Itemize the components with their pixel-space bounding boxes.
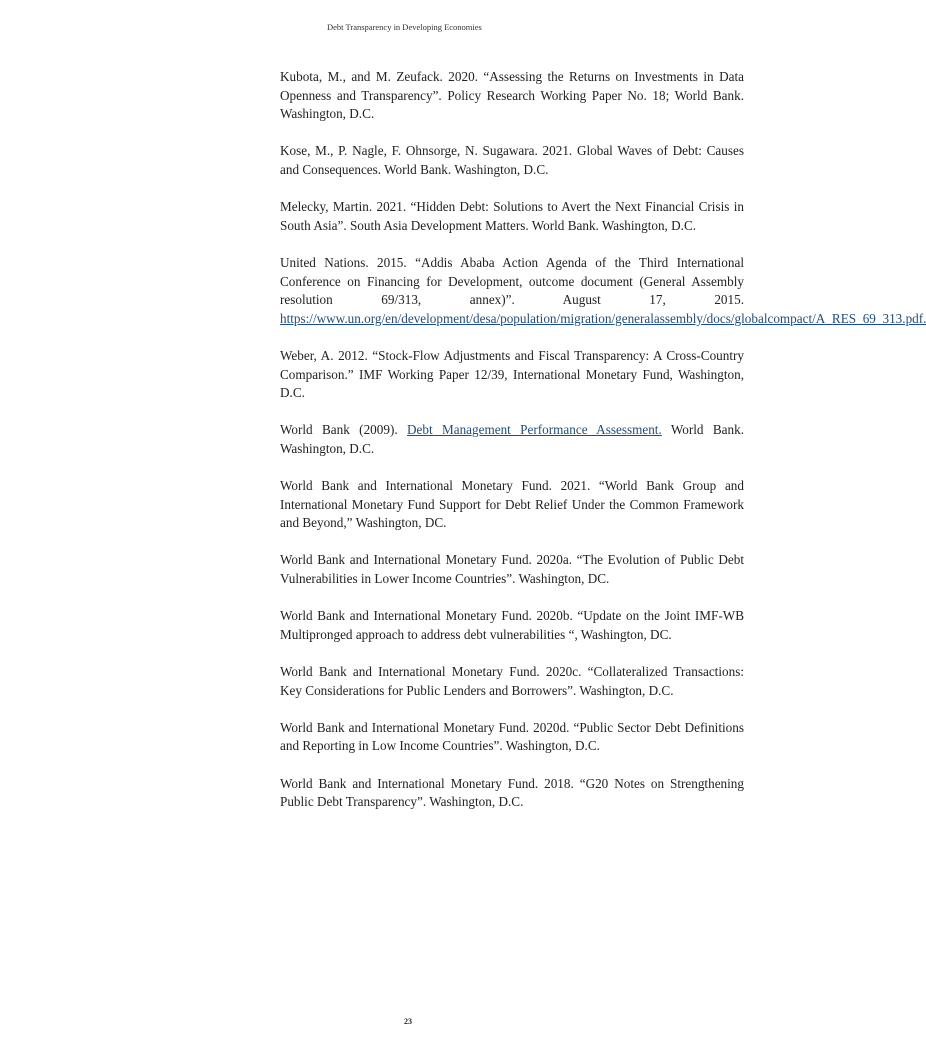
reference-text: Weber, A. 2012. “Stock-Flow Adjustments and Fiscal Transparency: A Cross-Country Comparison.” IMF Working Paper 12/39, International Monetary Fund, Washington, D.C. [280,347,744,401]
reference-text: Melecky, Martin. 2021. “Hidden Debt: Solutions to Avert the Next Financial Crisis in South Asia”. South Asia Development Matters. World Bank. Washington, D.C. [280,199,744,233]
reference-item [280,607,744,644]
reference-item [280,775,744,812]
reference-text: World Bank (2009). [280,422,407,438]
running-header: Debt Transparency in Developing Economies [327,22,482,32]
reference-item [280,142,744,179]
reference-link-un[interactable]: https://www.un.org/en/development/desa/population/migration/generalassembly/docs/globalcompact/A_RES_69_313.pdf. [280,310,926,326]
reference-link-dempa[interactable]: Debt Management Performance Assessment. [407,422,662,438]
reference-item [280,421,744,458]
reference-item [280,68,744,124]
reference-text: World Bank and International Monetary Fund. 2020a. “The Evolution of Public Debt Vulnerabilities in Lower Income Countries”. Washington, DC. [280,552,744,587]
reference-item [280,477,744,533]
reference-text-after: World Bank. Washington, D.C. [280,422,745,456]
reference-item [280,254,926,328]
reference-text: Kose, M., P. Nagle, F. Ohnsorge, N. Sugawara. 2021. Global Waves of Debt: Causes and Consequences. World Bank. Washington, D.C. [280,143,744,177]
reference-text: World Bank and International Monetary Fund. 2021. “World Bank Group and International Monetary Fund Support for Debt Relief Under the Common Framework and Beyond,” Washington, DC. [280,478,744,531]
reference-text: World Bank and International Monetary Fund. 2020b. “Update on the Joint IMF-WB Multipronged approach to address debt vulnerabilities “, Washington, DC. [280,608,744,642]
reference-item [280,551,744,588]
page-number: 23 [404,1017,412,1026]
reference-text: World Bank and International Monetary Fund. 2018. “G20 Notes on Strengthening Public Debt Transparency”. Washington, D.C. [280,775,744,810]
reference-list [280,68,926,830]
reference-item [280,663,744,700]
reference-item [280,719,744,756]
reference-text: Kubota, M., and M. Zeufack. 2020. “Assessing the Returns on Investments in Data Openness and Transparency”. Policy Research Working Paper No. 18; World Bank. Washington, D.C. [280,69,744,122]
reference-item [280,347,744,403]
reference-text: World Bank and International Monetary Fund. 2020c. “Collateralized Transactions: Key Considerations for Public Lenders and Borrowers”. Washington, D.C. [280,664,744,698]
reference-text: United Nations. 2015. “Addis Ababa Action Agenda of the Third International Conference on Financing for Development, outcome document (General Assembly resolution 69/313, annex)”. August 17, 2015. [280,254,744,308]
reference-text: World Bank and International Monetary Fund. 2020d. “Public Sector Debt Definitions and Reporting in Low Income Countries”. Washington, D.C. [280,719,744,754]
reference-item [280,198,744,235]
